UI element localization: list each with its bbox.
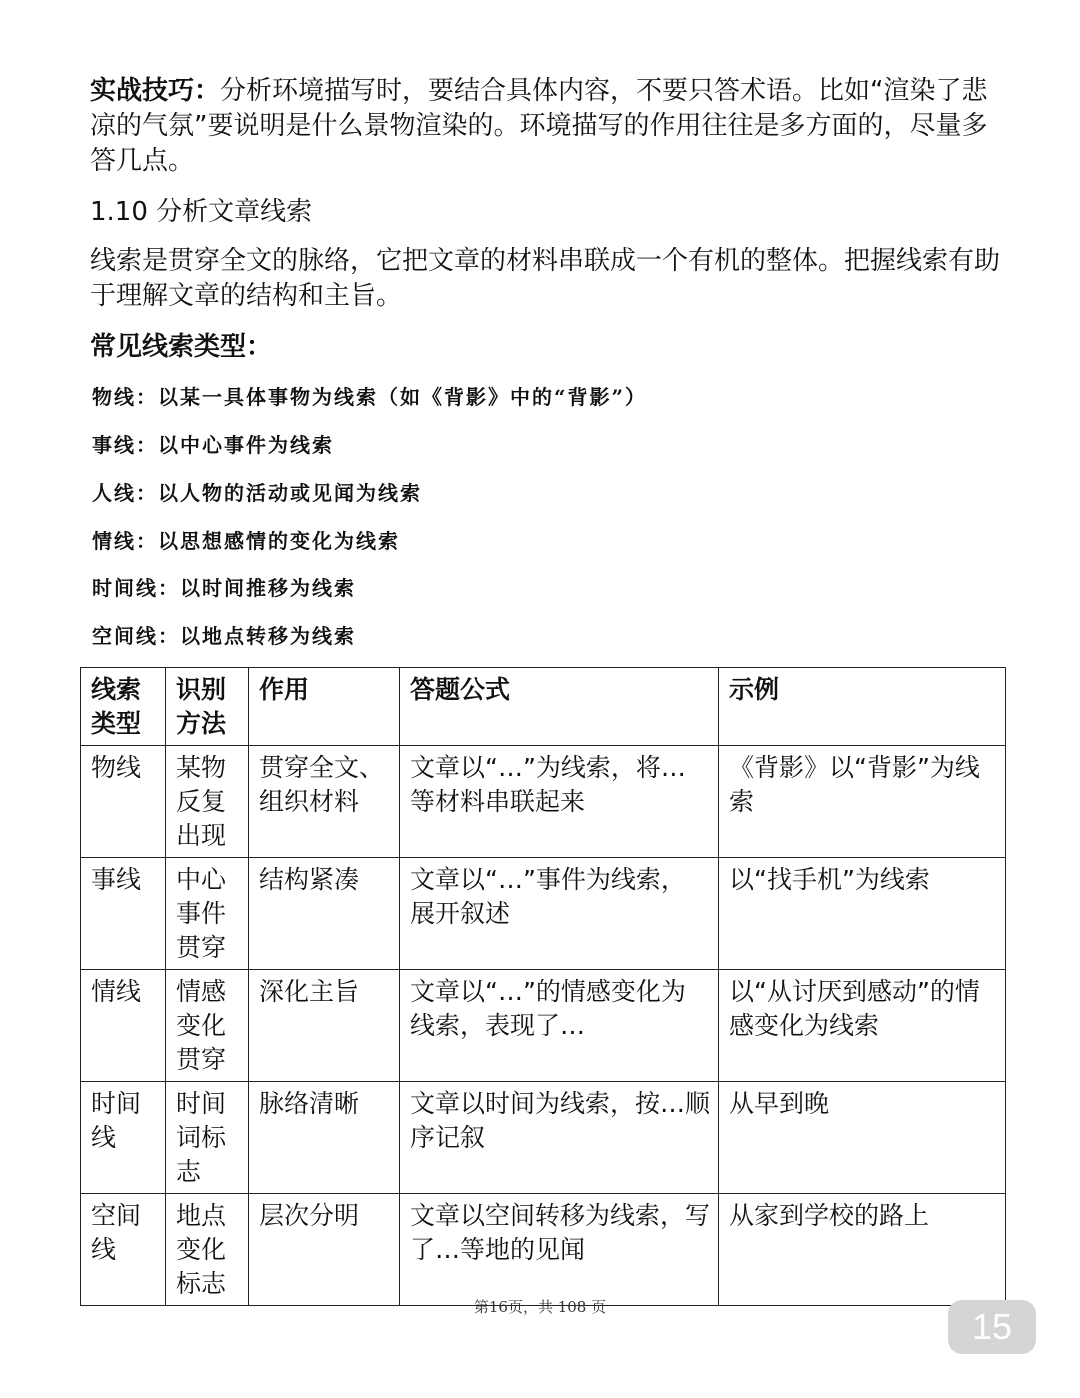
intro-paragraph: 线索是贯穿全文的脉络，它把文章的材料串联成一个有机的整体。把握线索有助于理解文章的结构和主旨。 — [90, 246, 1001, 311]
cell-example: 《背影》以“背影”为线索 — [719, 746, 1006, 858]
table-row — [81, 1082, 1006, 1194]
table-header-row — [81, 668, 1006, 746]
page-footer: 第16页，共 108 页 — [473, 1298, 607, 1316]
cell-formula: 文章以时间为线索，按…顺序记叙 — [400, 1082, 719, 1194]
clue-table — [80, 667, 1006, 1306]
cell-formula: 文章以空间转移为线索，写了…等地的见闻 — [400, 1194, 719, 1306]
cell-function: 结构紧凑 — [249, 858, 400, 970]
cell-identify: 情感变化贯穿 — [166, 970, 249, 1082]
tips-label: 实战技巧： — [90, 76, 221, 106]
cell-identify: 中心事件贯穿 — [166, 858, 249, 970]
clue-type-item: 物线：以某一具体事物为线索（如《背影》中的“背影”） — [92, 385, 648, 409]
cell-function: 层次分明 — [249, 1194, 400, 1306]
header-clue-type: 线索类型 — [81, 668, 166, 746]
cell-formula: 文章以“…”事件为线索，展开叙述 — [400, 858, 719, 970]
table-row — [81, 746, 1006, 858]
cell-example: 以“从讨厌到感动”的情感变化为线索 — [719, 970, 1006, 1082]
header-function: 作用 — [249, 668, 400, 746]
clue-type-item: 空间线：以地点转移为线索 — [92, 624, 356, 648]
header-example: 示例 — [719, 668, 1006, 746]
cell-clue-type: 物线 — [81, 746, 166, 858]
header-formula: 答题公式 — [400, 668, 719, 746]
page-number-badge: 15 — [948, 1300, 1036, 1354]
section-heading: 1.10 分析文章线索 — [90, 197, 313, 227]
cell-example: 以“找手机”为线索 — [719, 858, 1006, 970]
cell-function: 脉络清晰 — [249, 1082, 400, 1194]
cell-formula: 文章以“…”为线索，将…等材料串联起来 — [400, 746, 719, 858]
cell-clue-type: 时间线 — [81, 1082, 166, 1194]
cell-example: 从家到学校的路上 — [719, 1194, 1006, 1306]
cell-identify: 地点变化标志 — [166, 1194, 249, 1306]
table-row — [81, 970, 1006, 1082]
clue-type-item: 事线：以中心事件为线索 — [92, 433, 334, 457]
cell-clue-type: 空间线 — [81, 1194, 166, 1306]
cell-identify: 时间词标志 — [166, 1082, 249, 1194]
cell-clue-type: 事线 — [81, 858, 166, 970]
cell-identify: 某物反复出现 — [166, 746, 249, 858]
header-identify: 识别方法 — [166, 668, 249, 746]
cell-clue-type: 情线 — [81, 970, 166, 1082]
clue-type-item: 情线：以思想感情的变化为线索 — [92, 529, 400, 553]
tips-paragraph — [90, 74, 1000, 179]
cell-formula: 文章以“…”的情感变化为线索，表现了… — [400, 970, 719, 1082]
cell-example: 从早到晚 — [719, 1082, 1006, 1194]
types-heading: 常见线索类型： — [90, 332, 273, 362]
table-row — [81, 858, 1006, 970]
clue-type-item: 时间线：以时间推移为线索 — [92, 576, 356, 600]
clue-type-item: 人线：以人物的活动或见闻为线索 — [92, 481, 422, 505]
tips-text: 分析环境描写时，要结合具体内容，不要只答术语。比如“渲染了悲凉的气氛”要说明是什么景物渲染的。环境描写的作用往往是多方面的，尽量多答几点。 — [90, 76, 988, 176]
table-row — [81, 1194, 1006, 1306]
cell-function: 贯穿全文、组织材料 — [249, 746, 400, 858]
cell-function: 深化主旨 — [249, 970, 400, 1082]
